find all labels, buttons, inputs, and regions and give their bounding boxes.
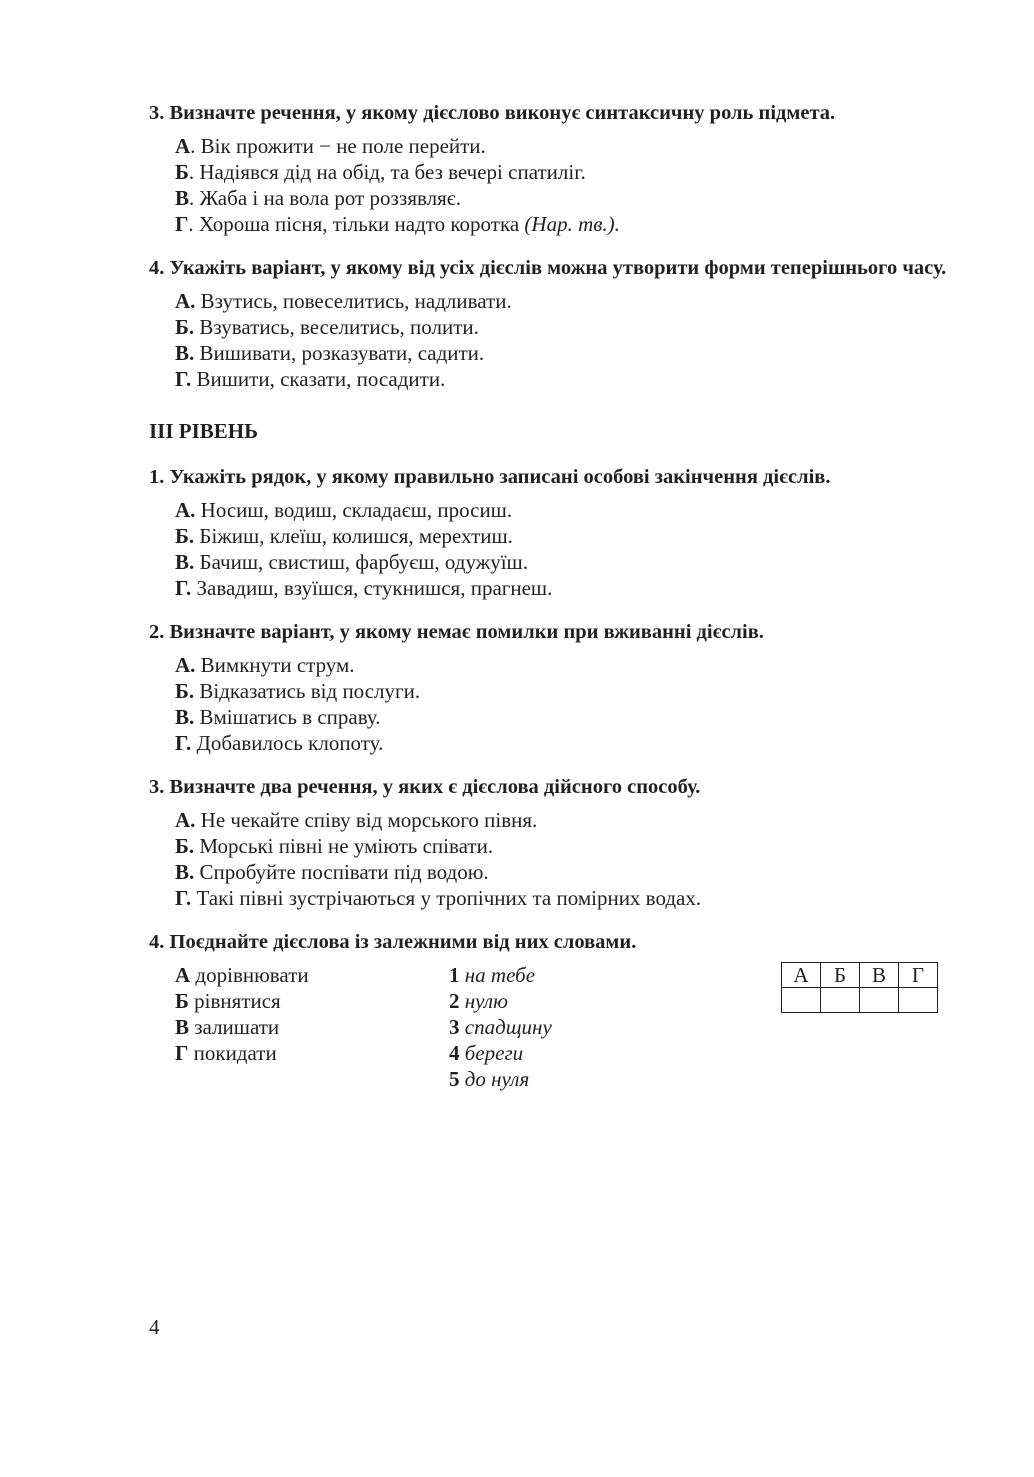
answer-cell[interactable] (821, 988, 860, 1013)
matching-value: рівнятися (188, 989, 281, 1013)
matching-right-item (449, 988, 699, 1014)
question-2-level3 (149, 619, 949, 756)
matching-key: 1 (449, 963, 460, 987)
question-text (149, 929, 949, 955)
option-h (149, 366, 949, 392)
answer-grid-header: В (860, 963, 899, 988)
option-letter: А. (175, 289, 196, 313)
question-prompt: Поєднайте дієслова із залежними від них словами. (169, 931, 637, 953)
matching-value: спадщину (459, 1015, 552, 1039)
option-text: Хороша пісня, тільки надто коротка (193, 212, 525, 236)
option-letter: Б. (175, 315, 195, 339)
option-text: Взутись, повеселитись, надливати. (195, 289, 512, 313)
option-sep: . (188, 212, 194, 236)
option-text: Відказатись від послуги. (194, 679, 421, 703)
option-a (149, 288, 949, 314)
answer-grid-header: Г (899, 963, 938, 988)
option-a (149, 652, 949, 678)
question-text (149, 774, 949, 800)
answer-grid-header-row (782, 963, 938, 988)
question-prompt: Визначте два речення, у яких є дієслова дійсного способу. (169, 776, 701, 798)
option-letter: В. (175, 705, 195, 729)
option-b (149, 523, 949, 549)
matching-key: 3 (449, 1015, 460, 1039)
matching-right-item (449, 1066, 699, 1092)
question-number: 1. (149, 466, 165, 488)
matching-left-item (175, 1014, 435, 1040)
matching-left-item (175, 988, 435, 1014)
question-prompt: Визначте речення, у якому дієслово виконує синтаксичну роль підмета. (169, 102, 836, 124)
question-number: 4. (149, 257, 165, 279)
page-content (149, 100, 949, 1110)
question-text (149, 100, 949, 126)
option-source: (Нар. тв.). (524, 212, 620, 236)
question-text (149, 464, 949, 490)
option-text: Спробуйте поспівати під водою. (194, 860, 489, 884)
matching-left-item (175, 962, 435, 988)
option-a (149, 807, 949, 833)
option-sep: . (190, 134, 196, 158)
option-h (149, 730, 949, 756)
option-text: Вишивати, розказувати, садити. (194, 341, 485, 365)
matching-key: 5 (449, 1067, 460, 1091)
matching-key: 2 (449, 989, 460, 1013)
option-text: Вишити, сказати, посадити. (191, 367, 446, 391)
option-b (149, 314, 949, 340)
question-3-level2 (149, 100, 949, 237)
matching-key: 4 (449, 1041, 460, 1065)
option-letter: Г. (175, 576, 192, 600)
option-b (149, 159, 949, 185)
option-text: Такі півні зустрічаються у тропічних та помірних водах. (191, 886, 702, 910)
option-sep: . (188, 160, 195, 184)
answer-grid (781, 962, 938, 1013)
question-number: 3. (149, 102, 165, 124)
answer-grid-header: Б (821, 963, 860, 988)
matching-value: покидати (188, 1041, 277, 1065)
matching-right-item (449, 1040, 699, 1066)
question-number: 2. (149, 621, 165, 643)
answer-cell[interactable] (782, 988, 821, 1013)
option-letter: В. (175, 550, 195, 574)
option-text: Завадиш, взуїшся, стукнишся, прагнеш. (191, 576, 553, 600)
option-h (149, 211, 949, 237)
option-b (149, 678, 949, 704)
option-h (149, 885, 949, 911)
option-text: Морські півні не уміють співати. (194, 834, 494, 858)
option-a (149, 497, 949, 523)
option-text: Добавилось клопоту. (191, 731, 384, 755)
option-letter: А. (175, 498, 196, 522)
option-text: Не чекайте співу від морського півня. (195, 808, 538, 832)
option-letter: Г. (175, 367, 192, 391)
answer-cell[interactable] (899, 988, 938, 1013)
matching-block (149, 962, 949, 1092)
option-letter: Б. (175, 524, 195, 548)
option-v (149, 859, 949, 885)
matching-key: Г (175, 1041, 189, 1065)
option-text: Бачиш, свистиш, фарбуєш, одужуїш. (194, 550, 528, 574)
page-number: 4 (149, 1315, 160, 1339)
option-v (149, 340, 949, 366)
option-v (149, 549, 949, 575)
option-letter: В. (175, 860, 195, 884)
option-letter: Г. (175, 731, 192, 755)
option-text: Вік прожити − не поле перейти. (195, 134, 486, 158)
question-prompt: Укажіть варіант, у якому від усіх дієслів можна утворити форми теперішнього часу. (169, 257, 947, 279)
option-text: Жаба і на вола рот роззявляє. (194, 186, 462, 210)
option-h (149, 575, 949, 601)
question-number: 4. (149, 931, 165, 953)
matching-right-column (449, 962, 699, 1092)
option-text: Біжиш, клеїш, колишся, мерехтиш. (194, 524, 513, 548)
question-text (149, 619, 949, 645)
matching-left-item (175, 1040, 435, 1066)
option-text: Взуватись, веселитись, полити. (194, 315, 479, 339)
option-text: Носиш, водиш, складаєш, просиш. (195, 498, 513, 522)
question-4-level2 (149, 255, 949, 392)
matching-value: на тебе (459, 963, 536, 987)
matching-left-column (175, 962, 435, 1066)
option-letter: Б (175, 160, 189, 184)
option-letter: Г. (175, 886, 192, 910)
option-letter: Г (175, 212, 189, 236)
matching-right-item (449, 962, 699, 988)
option-letter: А. (175, 653, 196, 677)
matching-key: А (175, 963, 191, 987)
option-text: Вимкнути струм. (195, 653, 355, 677)
matching-value: дорівнювати (190, 963, 309, 987)
matching-value: нулю (459, 989, 508, 1013)
matching-key: В (175, 1015, 190, 1039)
option-a (149, 133, 949, 159)
option-v (149, 704, 949, 730)
option-letter: А. (175, 808, 196, 832)
question-4-level3 (149, 929, 949, 1092)
answer-cell[interactable] (860, 988, 899, 1013)
level-heading: ІІІ РІВЕНЬ (149, 419, 258, 443)
option-v (149, 185, 949, 211)
answer-grid-input-row (782, 988, 938, 1013)
option-letter: В (175, 186, 190, 210)
option-text: Надіявся дід на обід, та без вечері спатиліг. (194, 160, 586, 184)
question-prompt: Визначте варіант, у якому немає помилки при вживанні дієслів. (169, 621, 764, 643)
option-letter: В. (175, 341, 195, 365)
matching-key: Б (175, 989, 189, 1013)
option-text: Вмішатись в справу. (194, 705, 381, 729)
option-letter: Б. (175, 679, 195, 703)
option-letter: Б. (175, 834, 195, 858)
question-prompt: Укажіть рядок, у якому правильно записані особові закінчення дієслів. (169, 466, 831, 488)
matching-right-item (449, 1014, 699, 1040)
matching-value: залишати (189, 1015, 280, 1039)
option-letter: А (175, 134, 191, 158)
question-text (149, 255, 949, 281)
option-b (149, 833, 949, 859)
question-1-level3 (149, 464, 949, 601)
option-sep: . (189, 186, 195, 210)
matching-value: до нуля (459, 1067, 530, 1091)
answer-grid-header: А (782, 963, 821, 988)
question-number: 3. (149, 776, 165, 798)
matching-value: береги (459, 1041, 524, 1065)
question-3-level3 (149, 774, 949, 911)
